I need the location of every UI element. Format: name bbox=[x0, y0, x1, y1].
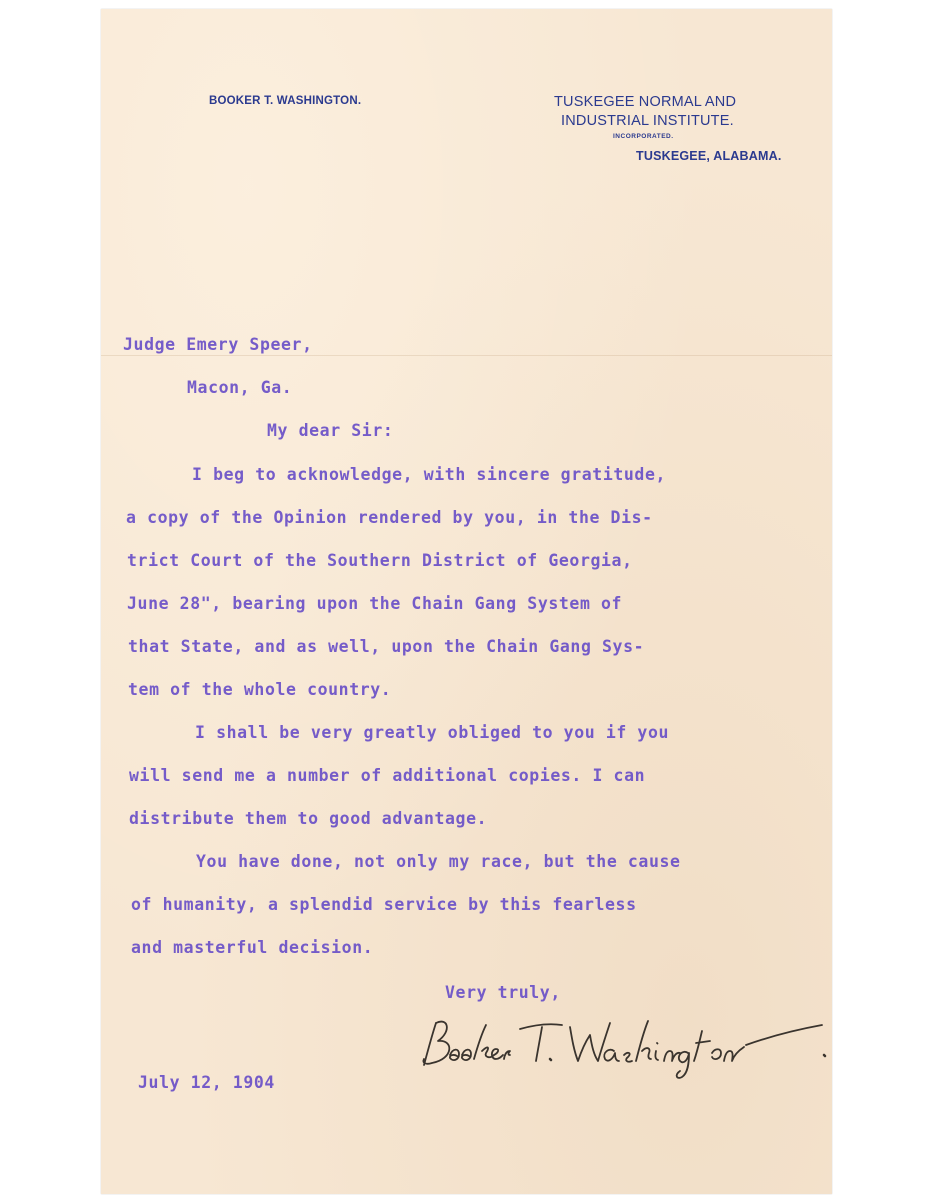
body-line: distribute them to good advantage. bbox=[129, 809, 488, 828]
letterhead-institute-line2: INDUSTRIAL INSTITUTE. bbox=[561, 113, 734, 129]
recipient-city: Macon, Ga. bbox=[187, 378, 293, 397]
body-line: of humanity, a splendid service by this fearless bbox=[131, 895, 637, 914]
letterhead-institute-line1: TUSKEGEE NORMAL AND bbox=[554, 94, 737, 110]
body-line: You have done, not only my race, but the cause bbox=[196, 852, 681, 871]
salutation: My dear Sir: bbox=[267, 421, 394, 440]
closing: Very truly, bbox=[445, 983, 561, 1002]
body-line: will send me a number of additional copies. I can bbox=[129, 766, 646, 785]
recipient-name: Judge Emery Speer, bbox=[123, 335, 313, 354]
letterhead-name: BOOKER T. WASHINGTON. bbox=[209, 95, 362, 107]
body-line: I shall be very greatly obliged to you if you bbox=[195, 723, 670, 742]
body-line: and masterful decision. bbox=[131, 938, 374, 957]
body-line: tem of the whole country. bbox=[128, 680, 392, 699]
letter-date: July 12, 1904 bbox=[138, 1073, 275, 1092]
paper-fold-line bbox=[101, 355, 832, 356]
signature-image bbox=[402, 1005, 834, 1085]
letter-paper bbox=[101, 9, 832, 1194]
letterhead-location: TUSKEGEE, ALABAMA. bbox=[636, 149, 782, 163]
body-line: that State, and as well, upon the Chain Gang Sys- bbox=[128, 637, 645, 656]
body-line: a copy of the Opinion rendered by you, in the Dis- bbox=[126, 508, 653, 527]
letterhead-incorporated: INCORPORATED. bbox=[613, 133, 674, 140]
body-line: trict Court of the Southern District of Georgia, bbox=[127, 551, 633, 570]
body-line: June 28", bearing upon the Chain Gang System of bbox=[127, 594, 623, 613]
body-line: I beg to acknowledge, with sincere gratitude, bbox=[192, 465, 667, 484]
